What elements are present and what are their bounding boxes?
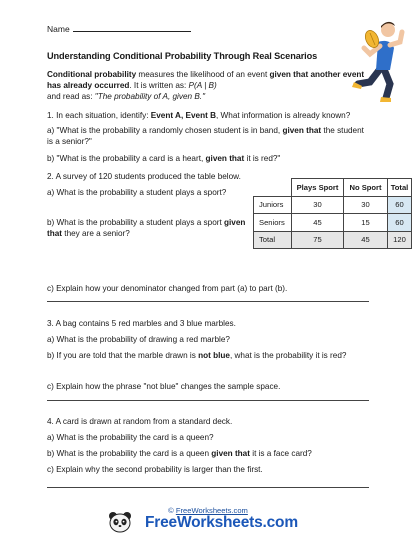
q1-b-bold: given that — [205, 154, 245, 163]
intro-formula: P(A | B) — [188, 81, 217, 91]
q1-a-pre: a) "What is the probability a randomly chosen student is in band, — [47, 126, 283, 135]
section-divider — [47, 301, 369, 302]
q1-prompt — [47, 110, 350, 121]
table-cell: 45 — [344, 231, 388, 249]
q3-part-b — [47, 350, 377, 361]
q3-part-c: c) Explain how the phrase "not blue" changes the sample space. — [47, 382, 281, 391]
panda-logo-icon — [107, 511, 133, 533]
q2-part-a: a) What is the probability a student plays a sport? — [47, 188, 227, 197]
worksheet-title: Understanding Conditional Probability Through Real Scenarios — [47, 51, 318, 61]
table-cell: 30 — [292, 196, 344, 214]
q1-part-b — [47, 153, 280, 164]
intro-text1: measures the likelihood of an event — [136, 70, 270, 79]
table-row-label: Seniors — [254, 214, 292, 232]
q1-prompt-pre: 1. In each situation, identify: — [47, 111, 151, 120]
q4-b-pre: b) What is the probability the card is a queen — [47, 449, 212, 458]
q4-b-post: it is a face card? — [249, 449, 312, 458]
q3-part-a: a) What is the probability of drawing a red marble? — [47, 335, 230, 344]
q2-b-pre: b) What is the probability a student plays a sport — [47, 218, 225, 227]
q3-prompt: 3. A bag contains 5 red marbles and 3 blue marbles. — [47, 319, 236, 328]
q2-prompt: 2. A survey of 120 students produced the table below. — [47, 172, 241, 181]
table-cell: 75 — [292, 231, 344, 249]
table-cell: 60 — [388, 214, 412, 232]
q1-prompt-post: , What information is already known? — [216, 111, 351, 120]
table-corner-cell — [254, 179, 292, 197]
name-label: Name — [47, 24, 70, 34]
intro-paragraph — [47, 69, 372, 103]
q2-b-post: they are a senior? — [62, 229, 130, 239]
intro-term: Conditional probability — [47, 70, 137, 79]
name-field[interactable] — [47, 24, 191, 34]
table-header-plays-sport: Plays Sport — [292, 179, 344, 197]
table-row-label: Juniors — [254, 196, 292, 214]
q4-part-b — [47, 448, 312, 459]
copyright-symbol: © — [168, 506, 174, 515]
intro-bold1: given that another event has already occurred — [47, 70, 365, 91]
q4-part-c: c) Explain why the second probability is larger than the first. — [47, 465, 263, 474]
footer-link-text[interactable]: FreeWorksheets.com — [175, 506, 248, 515]
table-cell: 60 — [388, 196, 412, 214]
table-cell: 30 — [344, 196, 388, 214]
table-header-row — [254, 179, 412, 197]
q2-b-bold: given that — [47, 218, 246, 239]
table-total-row — [254, 231, 412, 249]
table-row — [254, 196, 412, 214]
q3-b-post: , what is the probability it is red? — [229, 351, 347, 360]
q1-prompt-bold: Event A, Event B — [150, 111, 216, 120]
table-row-label: Total — [254, 231, 292, 249]
q4-b-bold: given that — [211, 449, 250, 458]
intro-reading: "The probability of A, given B." — [94, 92, 205, 102]
table-cell: 120 — [388, 231, 412, 249]
q1-b-post: it is red?" — [244, 154, 281, 163]
q1-a-post: the student is a senior?" — [47, 126, 364, 147]
name-line[interactable] — [73, 24, 191, 32]
q2-part-c: c) Explain how your denominator changed from part (a) to part (b). — [47, 284, 288, 293]
table-header-no-sport: No Sport — [344, 179, 388, 197]
q4-part-a: a) What is the probability the card is a queen? — [47, 433, 214, 442]
intro-text3: and read as: — [47, 92, 95, 102]
table-cell: 15 — [344, 214, 388, 232]
q1-part-a — [47, 125, 365, 147]
section-divider — [47, 487, 369, 488]
table-row — [254, 214, 412, 232]
q1-b-pre: b) "What is the probability a card is a heart, — [47, 154, 206, 163]
q3-b-bold: not blue — [198, 351, 230, 360]
q4-prompt: 4. A card is drawn at random from a standard deck. — [47, 417, 233, 426]
intro-text2: . It is written as: — [129, 81, 189, 91]
section-divider — [47, 400, 369, 401]
survey-table — [253, 178, 412, 249]
q2-part-b — [47, 217, 247, 239]
q1-a-bold: given that — [282, 126, 322, 135]
q3-b-pre: b) If you are told that the marble drawn is — [47, 351, 199, 360]
table-header-total: Total — [388, 179, 412, 197]
brand-wordmark: FreeWorksheets.com — [145, 514, 298, 531]
table-cell: 45 — [292, 214, 344, 232]
